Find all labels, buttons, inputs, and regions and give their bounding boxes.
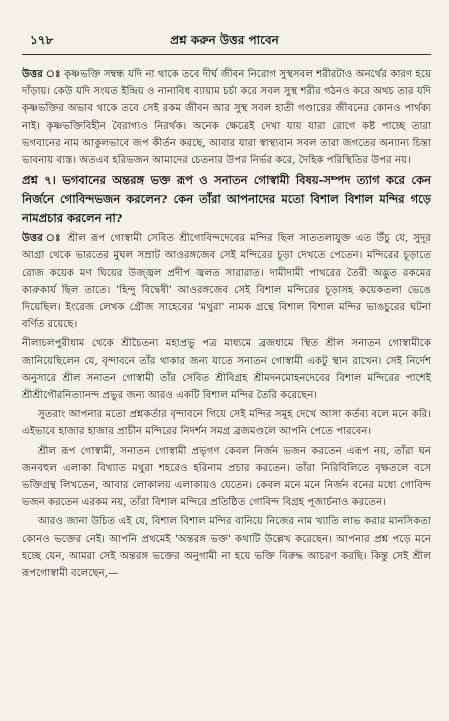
body-paragraph: নীলাচলপুরীধাম থেকে শ্রীচৈতন্য মহাপ্রভু পত্র মাধ্যমে ব্রজধামে স্থিত শ্রীল সনাতন গোস্বামীকে জানিয়েছিলেন যে, বৃন্দাবনে তাঁর থাকার জন্য যাতে সনাতন গোস্বামী একটু স্থান রাখেন। সেই নির্দেশ অনুসারে শ্রীল সনাতন গোস্বামী তাঁর সেবিত শ্রীবিগ্রহ শ্রীমদনমোহনদেবের বিশাল মন্দিরের পাশেই শ্রীশ্রীগৌরনিত্যানন্দ প্রভুর জন্য আরও একটি বিশাল মন্দির তৈরি করেছেন। — [22, 338, 431, 402]
question-text: ভগবানের অন্তরঙ্গ ভক্ত রূপ ও সনাতন গোস্বামী বিষয়-সম্পদ ত্যাগ করে কেন নির্জনে গোবিন্দভজন করলেন? কেন তাঁরা আপনাদের মতো বিশাল বিশাল মন্দির গড়ে নামপ্রচার করলেন না? — [22, 173, 431, 226]
answer-text: কৃষ্ণভক্তি সম্বন্ধ যদি না থাকে তবে দীর্ঘ জীবন নিরোগ সুস্থসবল শরীরটাও অনর্থের কারণ হয়ে দাঁড়ায়। কেউ যদি সংযত ইন্দ্রিয় ও নানাবিধ ব্যায়াম চর্চা করে সবল সুস্থ শরীর গঠনও করে অথচ তার যদি কৃষ্ণভক্তির অভাব থাকে তবে সেই রকম জীবন আর সুস্থ সবল হাতী গণ্ডারের জীবনের কোনও পার্থক্য নাই। কৃষ্ণভক্তিবিহীন বৈরাগ্যও নিরর্থক। অনেক ক্ষেত্রেই দেখা যায় যারা রোগে কষ্ট পাচ্ছে তারা ভগবানের নাম আকুলভাবে জপ কীর্তন করছে, আবার যারা স্বাস্থ্যবান সবল তারা জগতের অন্যান্য চিন্তা ভাবনায় ব্যস্ত। অতএব হরিভজন আমাদের চেতনার উপর নির্ভর করে, দৈহিক পরিস্থিতির উপর নয়। — [22, 69, 431, 167]
page-header — [22, 32, 427, 52]
answer-text: শ্রীল রূপ গোস্বামী সেবিত শ্রীগোবিন্দদেবের মন্দির ছিল সাততলাযুক্ত এত উঁচু যে, সুদূর আগ্রা থেকে ভারতের মুঘল সম্রাট আওরঙ্গজেব সেই মন্দিরের চূড়া দেখতে পেতেন। মন্দিরের চূড়াতে রোজ কয়েক মণ ঘিয়ের উজ্জ্বল প্রদীপ জ্বলত সারারাত। দামীদামী পাথরের তৈরী অদ্ভুত রকমের কারুকার্য ছিল তাতে। 'হিন্দু বিদ্বেষী' আওরঙ্গজেব সেই বিশাল মন্দিরের চূড়াসহ কয়েকতলা ভেঙে দিয়েছিল। ইংরেজ লেখক গ্রৌজ সাহেবের 'মথুরা' নামক গ্রন্থে বিশাল বিশাল মন্দির ভাঙচুরের ঘটনা বর্ণিত রয়েছে। — [22, 233, 431, 331]
header-rule — [22, 54, 431, 55]
page-number: ১৭৮ — [30, 33, 54, 47]
body-paragraph: সুতরাং আপনার মতো প্রশ্নকর্তার বৃন্দাবনে গিয়ে সেই মন্দির সমূহ দেখে আসা কর্তব্য বলে মনে করি। এইভাবে হাজার হাজার প্রাচীন মন্দিরের নিদর্শন সমগ্র ব্রজমণ্ডলে আপনি পেতে পারবেন। — [22, 409, 431, 438]
body-paragraph: শ্রীল রূপ গোস্বামী, সনাতন গোস্বামী প্রভৃগণ কেবল নির্জন ভজন করতেন এরূপ নয়, তাঁরা ঘন জনবহুল এলাকা বিখ্যাত মথুরা শহরেও হরিনাম প্রচার করতেন। তাঁরা নিরিবিলিতে বৃক্ষতলে বসে ভক্তিগ্রন্থ লিখতেন, আবার লোকালয় এলাকায়ও যেতেন। কেবল মনে মনে নির্জন বনের মধ্যে গোবিন্দ ভজন করতেন এরকম নয়, তাঁরা বিশাল মন্দিরে প্রতিষ্ঠিত গোবিন্দ বিগ্রহ পূজার্চনাও করতেন। — [22, 445, 431, 509]
answer-label: উত্তর ঃ — [22, 68, 61, 80]
running-title: প্রশ্ন করুন উত্তর পাবেন — [170, 33, 279, 47]
answer-label: উত্তর ঃ — [22, 232, 63, 245]
answer-paragraph — [22, 66, 431, 169]
body-paragraph: আরও জানা উচিত এই যে, বিশাল বিশাল মন্দির বানিয়ে নিজের নাম খ্যাতি লাভ করার মানসিকতা কোনও ভক্তের নেই। আপনি প্রথমেই 'অন্তরঙ্গ ভক্ত' কথাটি উল্লেখ করেছেন। আপনার প্রশ্ন পড়ে মনে হচ্ছে যেন, আমরা সেই অন্তরঙ্গ ভক্তের অনুগামী না হয়ে ভক্তি বিরুদ্ধ আচরণ করছি। কিন্তু সেই শ্রীল রূপগোস্বামী বলেছেন,— — [22, 516, 431, 580]
question-label: প্রশ্ন ৭। — [22, 173, 56, 188]
answer-paragraph — [22, 230, 431, 333]
question-paragraph — [22, 171, 431, 228]
page-content — [22, 66, 431, 584]
